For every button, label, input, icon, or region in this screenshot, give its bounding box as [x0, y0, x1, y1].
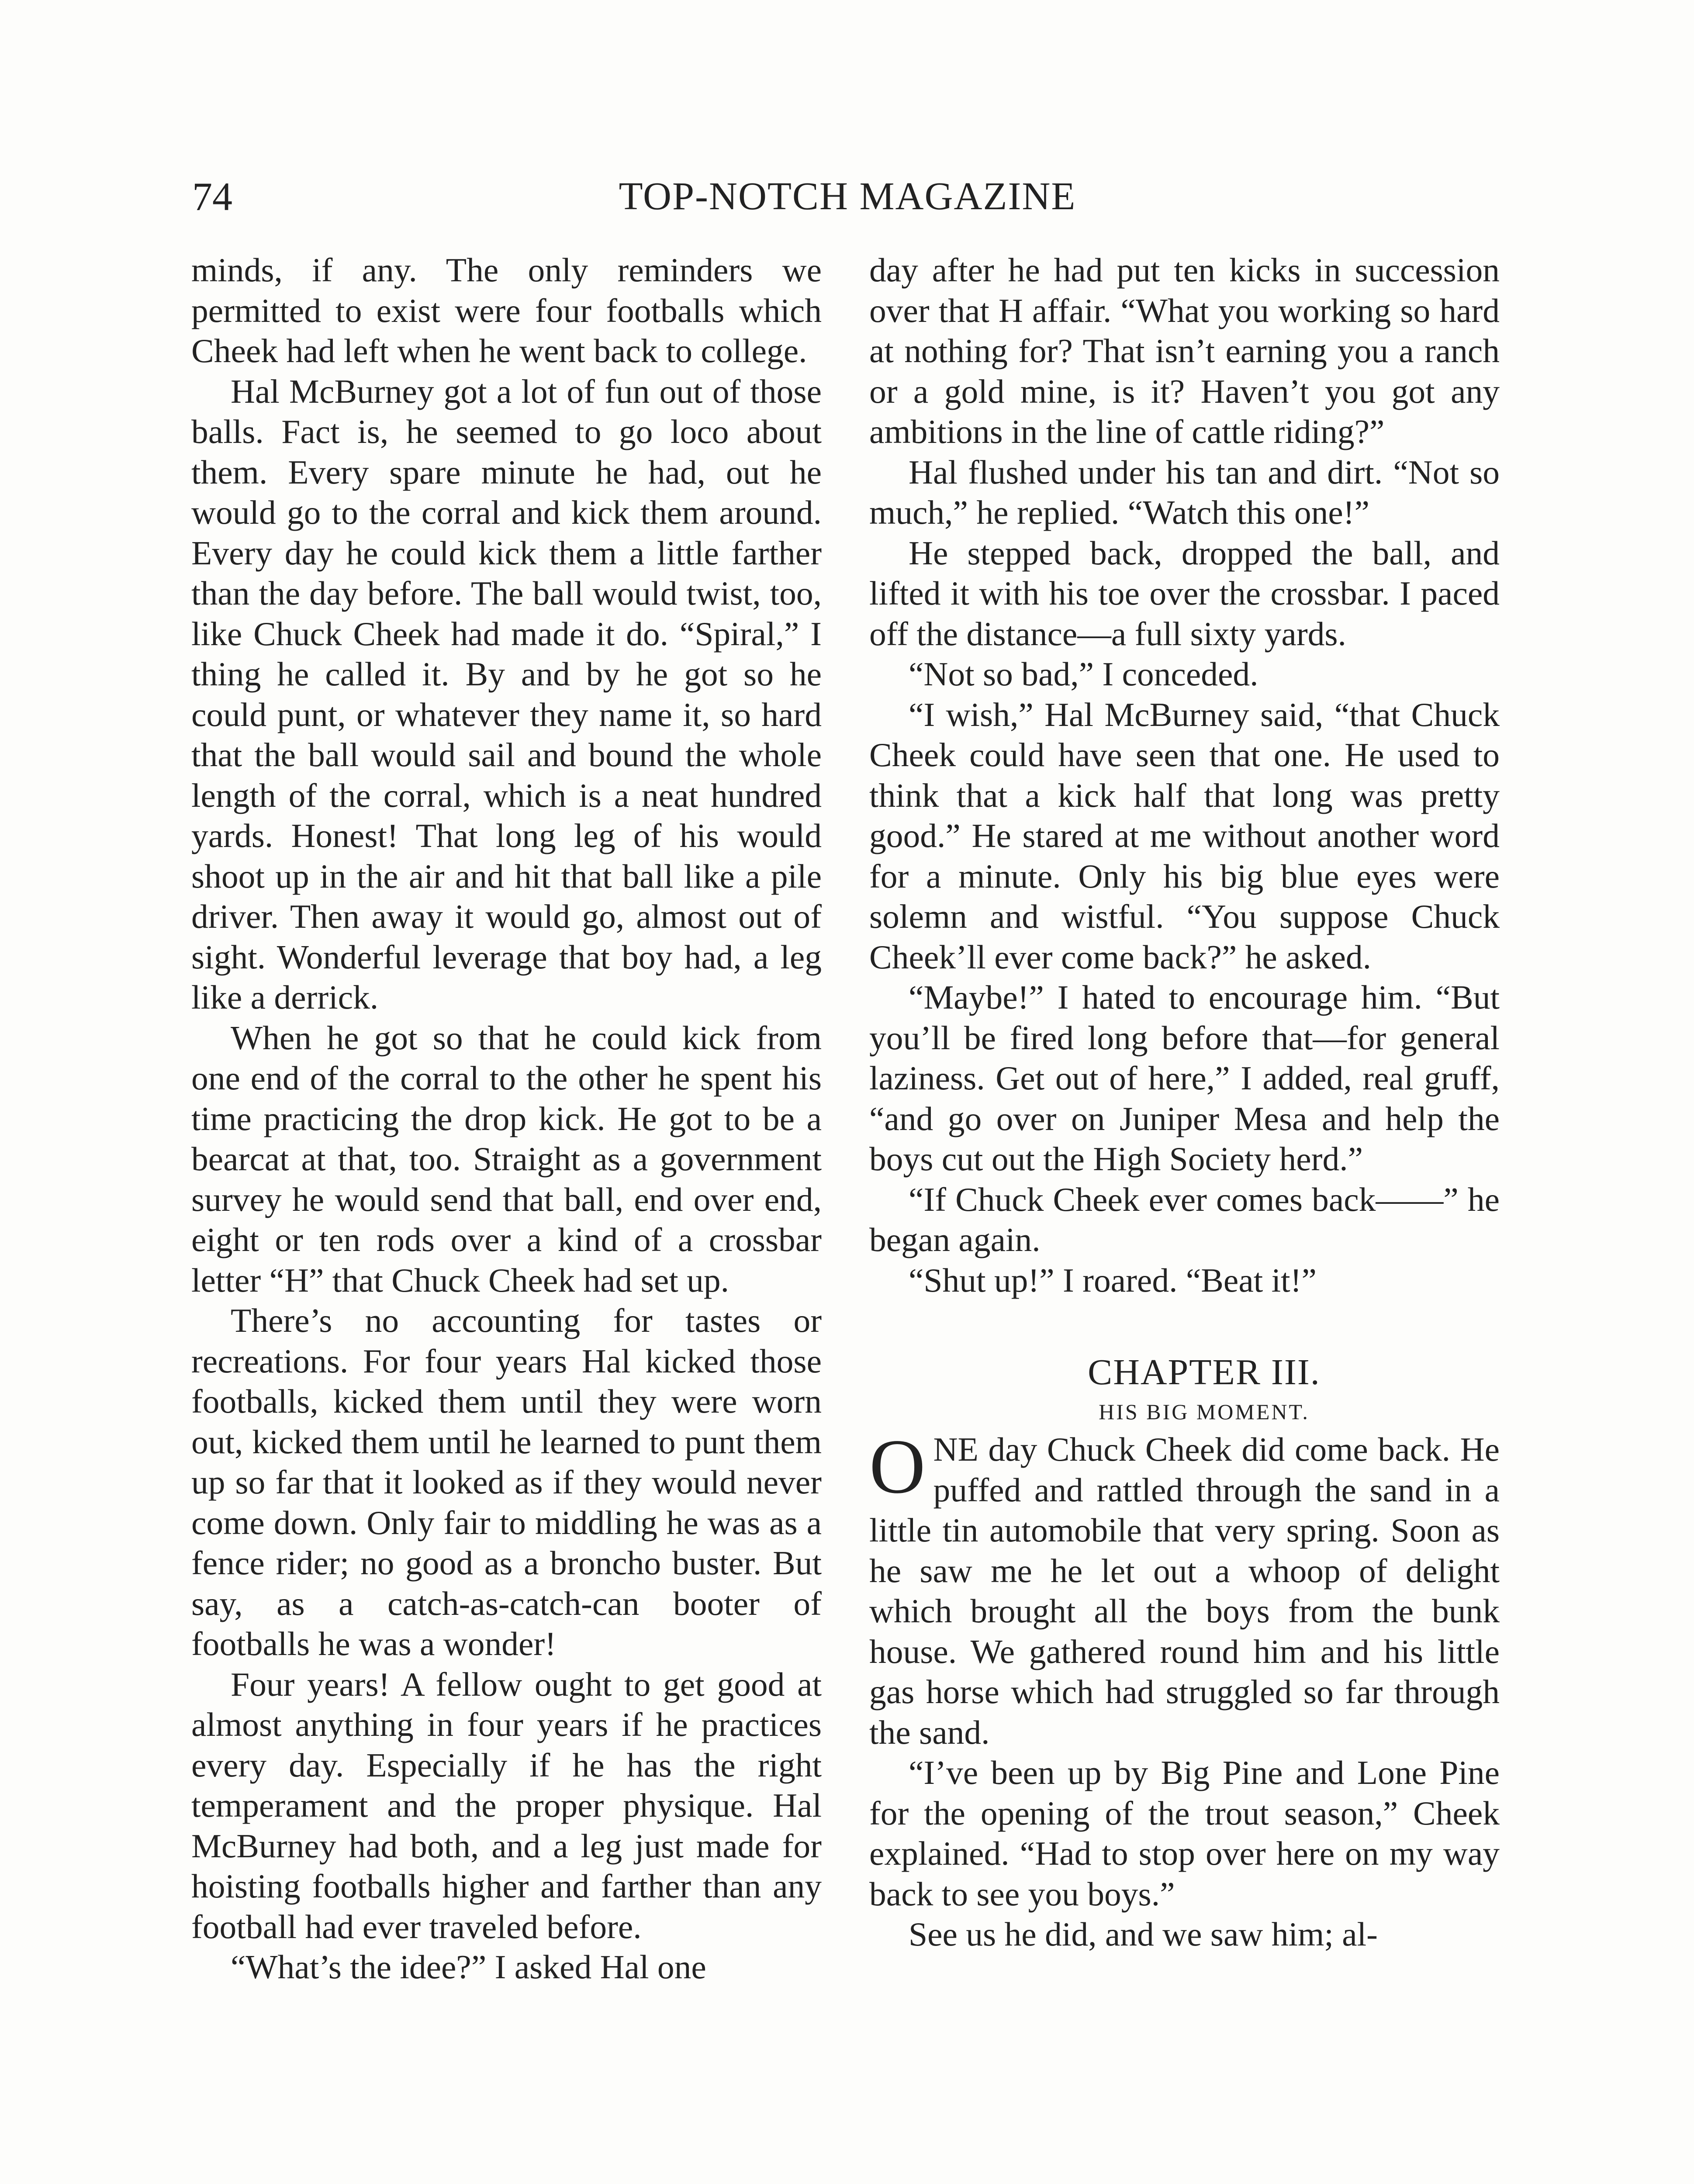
paragraph: “Not so bad,” I conceded.: [909, 655, 1258, 693]
paragraph: He stepped back, dropped the ball, and lifted it with his toe over the crossbar. I paced off the distance—a full sixty yards.: [869, 534, 1500, 653]
paragraph: “I wish,” Hal McBurney said, “that Chuck Cheek could have seen that one. He used to think that a kick half that long was pretty good.” He stared at me without another word for a minute. Only his big blue eyes were solemn and wistful. “You suppose Chuck Cheek’ll ever come back?” he asked.: [869, 695, 1500, 976]
paragraph-text: NE day Chuck Cheek did come back. He puffed and rattled through the sand in a little tin automobile that very spring. Soon as he saw me he let out a whoop of delight which brought all the boys from the bunk house. We gathered round him and his little gas horse which had struggled so far through the sand.: [869, 1431, 1500, 1751]
paragraph: “Shut up!” I roared. “Beat it!”: [909, 1261, 1317, 1299]
paragraph: When he got so that he could kick from one end of the corral to the other he spent his time practicing the drop kick. He got to be a bearcat at that, too. Straight as a government survey he would send that ball, end over end, eight or ten rods over a kind of a crossbar letter “H” that Chuck Cheek had set up.: [191, 1019, 822, 1299]
chapter-title: CHAPTER III.: [1088, 1352, 1321, 1393]
paragraph: There’s no accounting for tastes or recreations. For four years Hal kicked those footballs, kicked them until they were worn out, kicked them until he learned to punt them up so far that it looked as if they would never come down. Only fair to middling he was as a fence rider; no good as a broncho buster. But say, as a catch-as-catch-can booter of footballs he was a wonder!: [191, 1302, 822, 1662]
running-title: TOP-NOTCH MAGAZINE: [619, 175, 1076, 218]
page-header: [192, 170, 1503, 223]
paragraph: minds, if any. The only reminders we permitted to exist were four footballs which Cheek had left when he went back to college.: [191, 251, 822, 370]
chapter-subtitle: HIS BIG MOMENT.: [1099, 1400, 1310, 1424]
paragraph: Hal flushed under his tan and dirt. “Not so much,” he replied. “Watch this one!”: [869, 453, 1500, 531]
page-number: 74: [192, 174, 232, 219]
right-column: [869, 250, 1500, 1955]
paragraph: “What’s the idee?” I asked Hal one: [231, 1948, 706, 1986]
left-column: [191, 250, 822, 1987]
chapter-heading: [869, 1351, 1500, 1429]
paragraph: Hal McBurney got a lot of fun out of those balls. Fact is, he seemed to go loco about them. Every spare minute he had, out he would go to the corral and kick them around. Every day he could kick them a little farther than the day before. The ball would twist, too, like Chuck Cheek had made it do. “Spiral,” I thing he called it. By and by he got so he could punt, or whatever they name it, so hard that the ball would sail and bound the whole length of the corral, which is a neat hundred yards. Honest! That long leg of his would shoot up in the air and hit that ball like a pile driver. Then away it would go, almost out of sight. Wonderful leverage that boy had, a leg like a derrick.: [191, 372, 822, 1016]
drop-cap: O: [869, 1423, 926, 1510]
paragraph: “If Chuck Cheek ever comes back——” he began again.: [869, 1180, 1500, 1258]
paragraph: Four years! A fellow ought to get good at almost anything in four years if he practices every day. Especially if he has the right temperament and the proper physique. Hal McBurney had both, and a leg just made for hoisting footballs higher and farther than any football had ever traveled before.: [191, 1665, 822, 1946]
paragraph: “Maybe!” I hated to encourage him. “But you’ll be fired long before that—for general laziness. Get out of here,” I added, real gruff, “and go over on Juniper Mesa and help the boys cut out the High Society herd.”: [869, 978, 1500, 1178]
paragraph: “I’ve been up by Big Pine and Lone Pine for the opening of the trout season,” Cheek explained. “Had to stop over here on my way back to see you boys.”: [869, 1754, 1500, 1913]
paragraph: See us he did, and we saw him; al-: [909, 1915, 1378, 1953]
chapter-opening-paragraph: [869, 1423, 1500, 1752]
paragraph: day after he had put ten kicks in succession over that H affair. “What you working so hard at nothing for? That isn’t earning you a ranch or a gold mine, is it? Haven’t you got any ambitions in the line of cattle riding?”: [869, 251, 1500, 450]
